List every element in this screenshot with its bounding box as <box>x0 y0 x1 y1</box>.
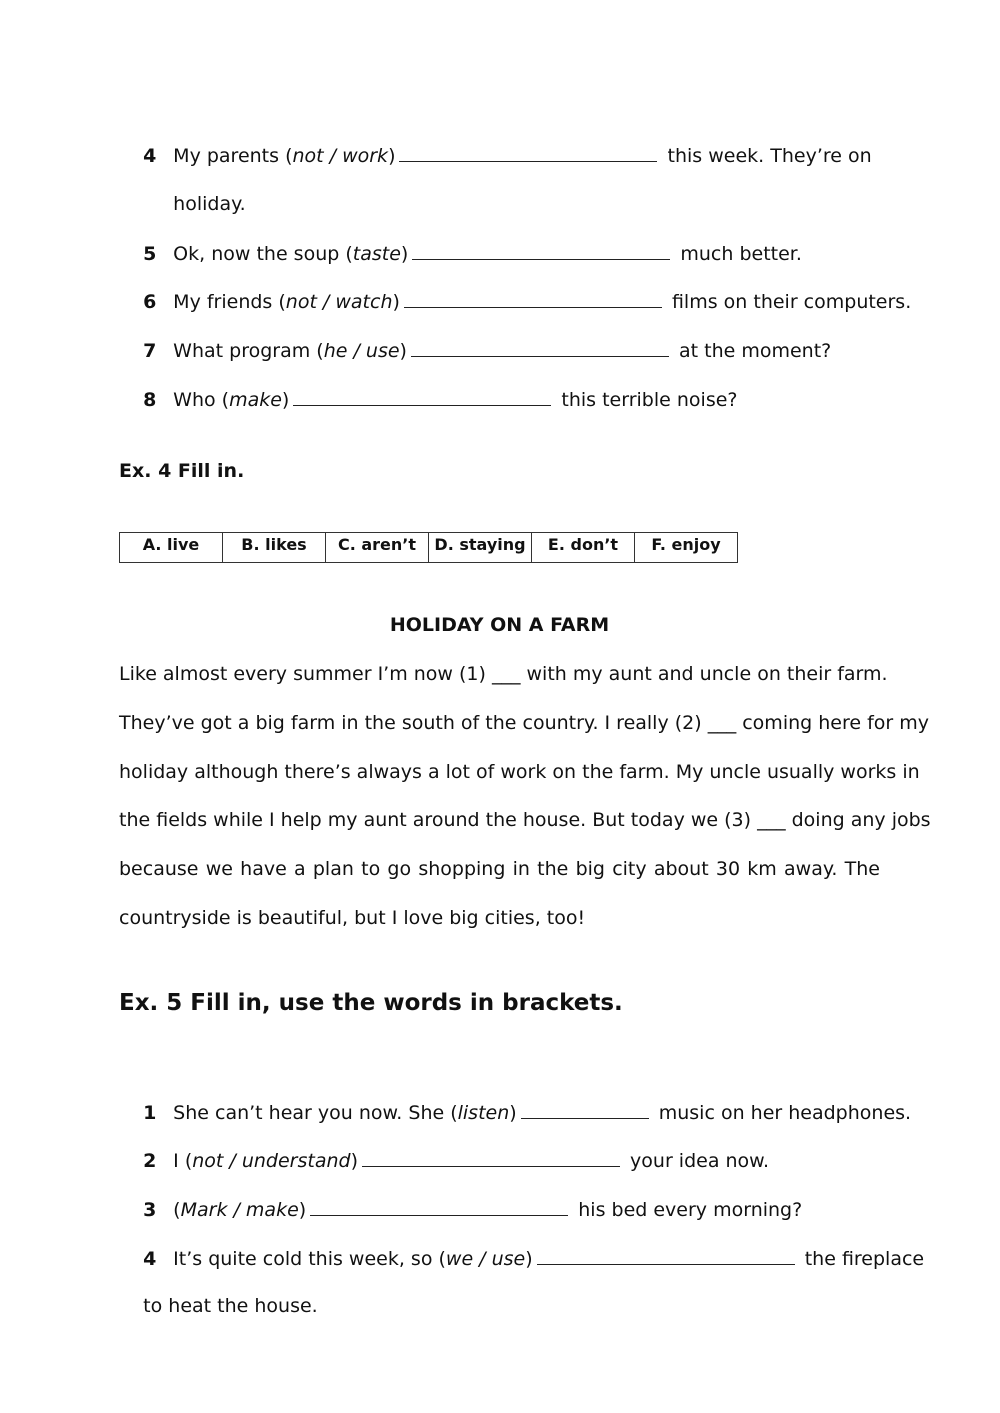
answer-blank[interactable] <box>310 1197 568 1216</box>
answer-blank[interactable] <box>399 143 657 162</box>
option-f: F. enjoy <box>635 533 738 563</box>
option-e: E. don’t <box>532 533 635 563</box>
story-line: because we have a plan to go shopping in the big city about 30 km away. The <box>119 858 880 880</box>
story-line: the fields while I help my aunt around the house. But today we (3) ___ doing any jobs <box>119 809 931 831</box>
answer-blank[interactable] <box>411 338 669 357</box>
answer-blank[interactable] <box>521 1100 649 1119</box>
option-d: D. staying <box>429 533 532 563</box>
answer-blank[interactable] <box>293 387 551 406</box>
word-options-table <box>119 532 738 563</box>
ex5-item-1: 1 She can’t hear you now. She (listen) music on her headphones. <box>143 1102 912 1124</box>
answer-blank[interactable] <box>537 1246 795 1265</box>
option-b: B. likes <box>223 533 326 563</box>
option-a: A. live <box>120 533 223 563</box>
ex4-heading: Ex. 4 Fill in. <box>119 460 245 482</box>
answer-blank[interactable] <box>362 1148 620 1167</box>
ex5-item-2: 2 I (not / understand) your idea now. <box>143 1150 770 1172</box>
ex5-item-3: 3 (Mark / make) his bed every morning? <box>143 1199 803 1221</box>
story-line: Like almost every summer I’m now (1) ___ with my aunt and uncle on their farm. <box>119 663 888 685</box>
ex3-item-7: 7 What program (he / use) at the moment? <box>143 340 832 362</box>
answer-blank[interactable] <box>404 289 662 308</box>
ex3-item-4: 4 My parents (not / work) this week. They’re on <box>143 145 872 167</box>
ex3-item-5: 5 Ok, now the soup (taste) much better. <box>143 243 802 265</box>
story-line: They’ve got a big farm in the south of the country. I really (2) ___ coming here for my <box>119 712 930 734</box>
story-line: holiday although there’s always a lot of work on the farm. My uncle usually works in <box>119 761 920 783</box>
answer-blank[interactable] <box>412 241 670 260</box>
ex3-item-8: 8 Who (make) this terrible noise? <box>143 389 738 411</box>
ex5-heading: Ex. 5 Fill in, use the words in brackets. <box>119 990 623 1016</box>
ex5-item-4: 4 It’s quite cold this week, so (we / use) the fireplace <box>143 1248 925 1270</box>
option-c: C. aren’t <box>326 533 429 563</box>
ex5-item-4-continued: to heat the house. <box>143 1295 318 1317</box>
ex3-item-6: 6 My friends (not / watch) films on their computers. <box>143 291 912 313</box>
ex3-item-4-continued: holiday. <box>173 193 246 215</box>
story-line: countryside is beautiful, but I love big cities, too! <box>119 907 586 929</box>
story-title: HOLIDAY ON A FARM <box>389 614 610 636</box>
